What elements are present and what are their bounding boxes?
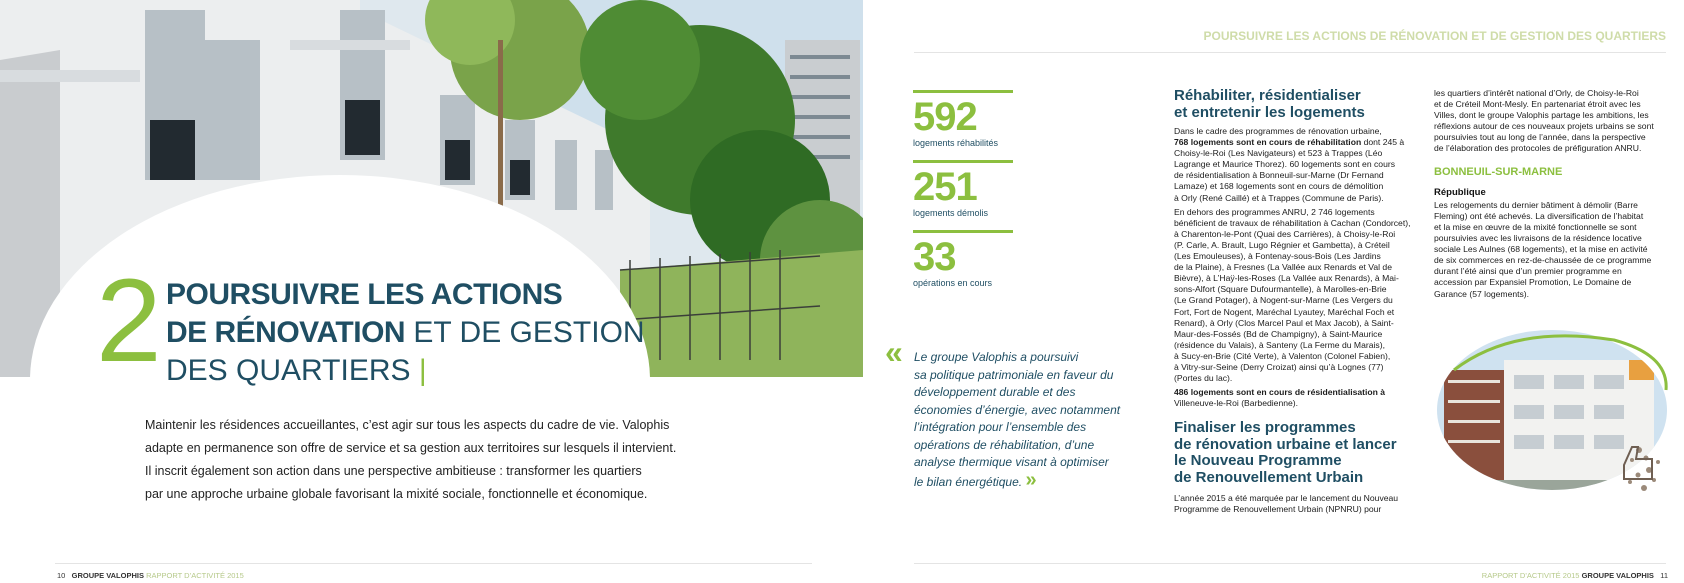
quote-line: économies d’énergie, avec notamment — [914, 402, 1121, 417]
body-line: Choisy-le-Roi (Les Navigateurs) et 523 à Trappes (Léo — [1174, 148, 1383, 159]
body-line: à Sucy-en-Brie (Cité Verte), à Valenton (Colonel Fabien), — [1174, 350, 1391, 361]
title-line-3: DES QUARTIERS — [166, 354, 411, 387]
body-line: Fort, Fort de Nogent, Maréchal Lyautey, Maréchal Foch et — [1174, 306, 1395, 317]
chapter-number: 2 — [96, 255, 162, 387]
body-line: de résidentialisation à Bonneuil-sur-Marne (Dr Fernand — [1174, 170, 1384, 181]
body-line: poursuivies tout au long de l’année, dans la perspective — [1434, 132, 1646, 143]
heading-line: de rénovation urbaine et lancer — [1174, 435, 1397, 453]
text-column-b — [1434, 88, 1668, 300]
intro-line: Maintenir les résidences accueillantes, c’est agir sur tous les aspects du cadre de vie. Valophis — [145, 418, 670, 432]
body-line: à Charenton-le-Pont (Quai des Carrières), à Choisy-le-Roi — [1174, 228, 1396, 239]
paragraph-republique — [1434, 200, 1668, 300]
stat-rule — [913, 230, 1013, 233]
paragraph-anru: Dans le cadre des programmes de rénovation urbaine, 768 logements sont en cours de réhabilitation dont 245 à Choisy-le-Roi (Les Navigateurs) et 523 à Trappes (Léo Lagrange et Maurice Thorez). 60 logements sont en cours de résidentialisation à Bonneuil-sur-Marne (Dr Fernand Lamaze) et 168 logements sont en cours de démolition à Orly (René Caillé) et à Trappes (Commune de Paris). — [1174, 126, 1410, 204]
body-line: Villeneuve-le-Roi (Barbedienne). — [1174, 398, 1299, 409]
quote-close-mark: » — [1025, 468, 1037, 491]
page-number-left: 10 — [57, 571, 66, 580]
footer-left — [57, 571, 244, 580]
body-line: (P. Carle, A. Brault, Lugo Régnier et Gambetta), à Créteil — [1174, 239, 1390, 250]
title-bar: | — [410, 354, 427, 387]
body-line: Renard), à Orly (Clos Marcel Paul et Max Jacob), à Saint- — [1174, 317, 1394, 328]
body-line: Dans le cadre des programmes de rénovation urbaine, — [1174, 126, 1382, 136]
paragraph-residentialisation — [1174, 387, 1410, 409]
body-line: réflexions autour de ces nouveaux projets urbains se sont — [1434, 121, 1654, 132]
body-line: de la Plaine), à Fresnes (La Vallée aux Renards et Val de — [1174, 262, 1392, 273]
body-bold: 486 logements sont en cours de résidentialisation à — [1174, 387, 1386, 398]
quote-line: l’intégration pour l’ensemble des — [914, 420, 1087, 434]
body-line: et de Créteil Mont-Mesly. En partenariat étroit avec les — [1434, 99, 1641, 110]
body-line: (Les Emouleuses), à Fontenay-sous-Bois (Les Jardins — [1174, 251, 1381, 262]
heading-line: de Renouvellement Urbain — [1174, 468, 1364, 486]
chapter-title — [166, 276, 645, 390]
heading-finaliser — [1174, 420, 1410, 486]
footer-divider-right — [914, 563, 1666, 564]
stat-renovated — [913, 90, 1013, 148]
stat-value: 33 — [913, 235, 956, 279]
body-line: Lagrange et Maurice Thorez). 60 logements sont en cours — [1174, 159, 1396, 170]
stat-rule — [913, 90, 1013, 93]
footer-brand-left: GROUPE VALOPHIS — [71, 571, 144, 580]
page-number-right: 11 — [1660, 571, 1668, 580]
stat-label: opérations en cours — [913, 278, 993, 288]
quote-open-mark: « — [885, 334, 903, 370]
body-line: Garance (57 logements). — [1434, 288, 1530, 299]
body-line: accession par Expansiel Promotion, Le Domaine de — [1434, 277, 1632, 288]
stat-value: 251 — [913, 165, 977, 209]
residence-photo — [1434, 330, 1674, 510]
quote-line: développement durable et des — [914, 385, 1076, 399]
stat-value: 592 — [913, 95, 977, 139]
quote-line: Le groupe Valophis a poursuivi — [914, 350, 1079, 364]
paragraph-hors-anru — [1174, 207, 1410, 385]
body-line: Les relogements du dernier bâtiment à démolir (Barre — [1434, 199, 1638, 210]
title-line-2-normal: ET DE GESTION — [405, 316, 645, 349]
intro-line: par une approche urbaine globale favorisant la mixité sociale, fonctionnelle et économique. — [145, 487, 648, 501]
body-line: bénéficient de travaux de réhabilitation à Cachan (Condorcet), — [1174, 217, 1411, 228]
body-line: sociale Les Aulnes (68 logements), et la mise en activité — [1434, 244, 1648, 255]
body-line: à Orly (René Caillé) et à Trappes (Commune de Paris). — [1174, 192, 1384, 203]
text-column-a — [1174, 88, 1410, 516]
sub-heading: République — [1434, 186, 1486, 198]
intro-paragraph — [145, 414, 677, 506]
heading-line: et entretenir les logements — [1174, 103, 1365, 121]
intro-line: Il inscrit également son action dans une perspective ambitieuse : transformer les quartiers — [145, 464, 642, 478]
body-line: En dehors des programmes ANRU, 2 746 logements — [1174, 206, 1375, 217]
footer-brand-right: GROUPE VALOPHIS — [1581, 571, 1654, 580]
body-line: Bièvre), à L’Haÿ-les-Roses (La Vallée aux Renards), à Mai- — [1174, 273, 1399, 284]
city-heading: BONNEUIL-SUR-MARNE — [1434, 165, 1563, 178]
body-line: (résidence du Valais), à Santeny (La Ferme du Marais), — [1174, 339, 1385, 350]
heading-line: le Nouveau Programme — [1174, 452, 1342, 470]
title-line-2-bold: DE RÉNOVATION — [166, 316, 406, 349]
body-line: Villes, dont le groupe Valophis partage les ambitions, les — [1434, 110, 1649, 121]
quote-line: le bilan énergétique. — [914, 474, 1023, 489]
body-bold: 768 logements sont en cours de réhabilitation — [1174, 137, 1362, 148]
intro-line: adapte en permanence son offre de service et sa gestion aux territoires sur lesquels il intervient. — [145, 441, 677, 455]
body-line: Lamaze) et 168 logements sont en cours de démolition — [1174, 181, 1384, 192]
header-divider — [914, 52, 1666, 53]
footer-report-left: RAPPORT D’ACTIVITÉ 2015 — [146, 571, 244, 580]
body-line: sons-Alfort (Square Dufourmantelle), à Marolles-en-Brie — [1174, 284, 1387, 295]
body-line: L’année 2015 a été marquée par le lancement du Nouveau — [1174, 493, 1399, 504]
body-line: de six commerces en rez-de-chaussée de ce programme — [1434, 255, 1652, 266]
body-line: (Le Grand Potager), à Nogent-sur-Marne (Les Vergers du — [1174, 295, 1393, 306]
quote-text — [914, 349, 1139, 491]
body-line: poursuivies avec les livraisons de la résidence locative — [1434, 233, 1642, 244]
quote-line: analyse thermique visant à optimiser — [914, 455, 1109, 469]
paragraph-npnru — [1174, 493, 1410, 515]
stat-rule — [913, 160, 1013, 163]
body-line: durant l’été ainsi que d’un premier programme en — [1434, 266, 1622, 277]
quote-line: opérations de réhabilitation, d’une — [914, 437, 1095, 452]
paragraph-quartiers — [1434, 88, 1668, 155]
stat-label: logements démolis — [913, 208, 989, 218]
body-line: les quartiers d’intérêt national d’Orly, de Choisy-le-Roi — [1434, 88, 1639, 98]
quote-line: sa politique patrimoniale en faveur du — [914, 367, 1114, 382]
body-line: Fleming) ont été achevés. La diversification de l’habitat — [1434, 210, 1644, 221]
heading-line: Finaliser les programmes — [1174, 419, 1356, 437]
footer-report-right: RAPPORT D’ACTIVITÉ 2015 — [1481, 571, 1580, 580]
heading-rehabiliter — [1174, 88, 1410, 121]
footer-divider-left — [55, 563, 812, 564]
stat-operations — [913, 230, 1013, 288]
heading-line: Réhabiliter, résidentialiser — [1174, 87, 1361, 104]
title-line-1: POURSUIVRE LES ACTIONS — [166, 278, 563, 311]
body-line: à Vitry-sur-Seine (Derry Croizat) ainsi qu’à Lognes (77) — [1174, 361, 1384, 372]
body-line: (Portes du lac). — [1174, 373, 1233, 384]
body-line: de l’élaboration des protocoles de préfiguration ANRU. — [1434, 143, 1642, 154]
body-line: et la mise en œuvre de la mixité fonctionnelle se sont — [1434, 221, 1637, 232]
footer-right — [1482, 571, 1668, 580]
stat-demolished — [913, 160, 1013, 218]
body-line: Programme de Renouvellement Urbain (NPNRU) pour — [1174, 504, 1382, 515]
stat-label: logements réhabilités — [913, 138, 999, 148]
body-line: Maur-des-Fossés (Bd de Champigny), à Saint-Maurice — [1174, 328, 1383, 339]
section-header: POURSUIVRE LES ACTIONS DE RÉNOVATION ET DE GESTION DES QUARTIERS — [1203, 29, 1666, 43]
